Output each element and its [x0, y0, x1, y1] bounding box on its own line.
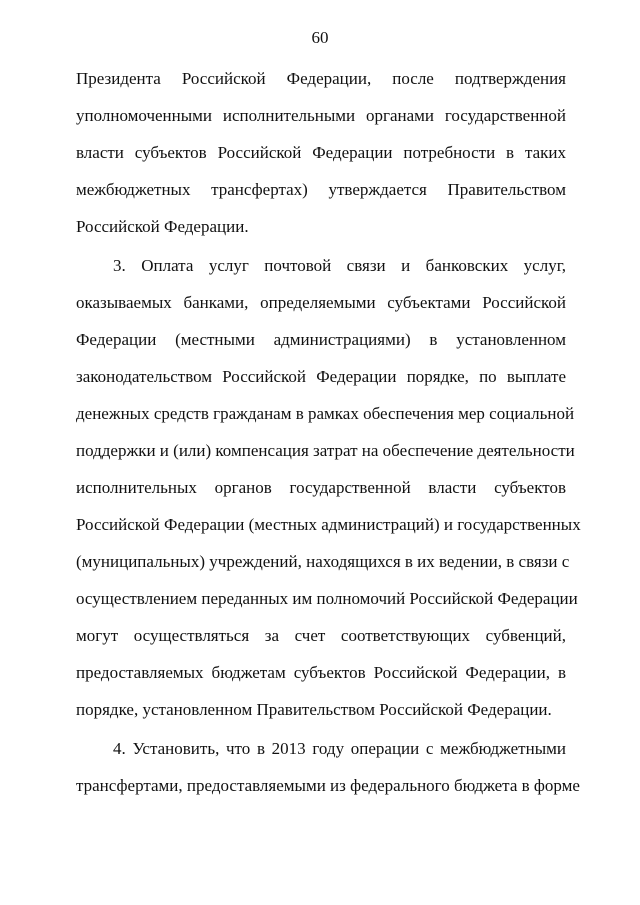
text-line: Президента Российской Федерации, после подтверждения	[76, 69, 566, 88]
text-line: (муниципальных) учреждений, находящихся в их ведении, в связи с	[76, 552, 570, 571]
text-line: Российской Федерации.	[76, 217, 249, 236]
page-number: 60	[311, 28, 329, 47]
text-line: могут осуществляться за счет соответствующих субвенций,	[76, 626, 566, 645]
text-line: поддержки и (или) компенсация затрат на обеспечение деятельности	[76, 441, 575, 460]
text-line: оказываемых банками, определяемыми субъектами Российской	[76, 293, 566, 312]
text-line: уполномоченными исполнительными органами государственной	[76, 106, 566, 125]
text-line: Российской Федерации (местных администраций) и государственных	[76, 515, 581, 534]
text-line: осуществлением переданных им полномочий Российской Федерации	[76, 589, 578, 608]
text-line: Федерации (местными администрациями) в установленном	[76, 330, 566, 349]
text-line: трансфертами, предоставляемыми из федерального бюджета в форме	[76, 776, 580, 795]
text-line: исполнительных органов государственной власти субъектов	[76, 478, 566, 497]
text-line: предоставляемых бюджетам субъектов Российской Федерации, в	[76, 663, 566, 682]
text-line: власти субъектов Российской Федерации потребности в таких	[76, 143, 566, 162]
text-line: денежных средств гражданам в рамках обеспечения мер социальной	[76, 404, 575, 423]
text-line: межбюджетных трансфертах) утверждается Правительством	[76, 180, 566, 199]
text-line: законодательством Российской Федерации порядке, по выплате	[76, 367, 566, 386]
text-line: 3. Оплата услуг почтовой связи и банковских услуг,	[113, 256, 566, 275]
text-line: 4. Установить, что в 2013 году операции с межбюджетными	[113, 739, 566, 758]
text-line: порядке, установленном Правительством Российской Федерации.	[76, 700, 552, 719]
